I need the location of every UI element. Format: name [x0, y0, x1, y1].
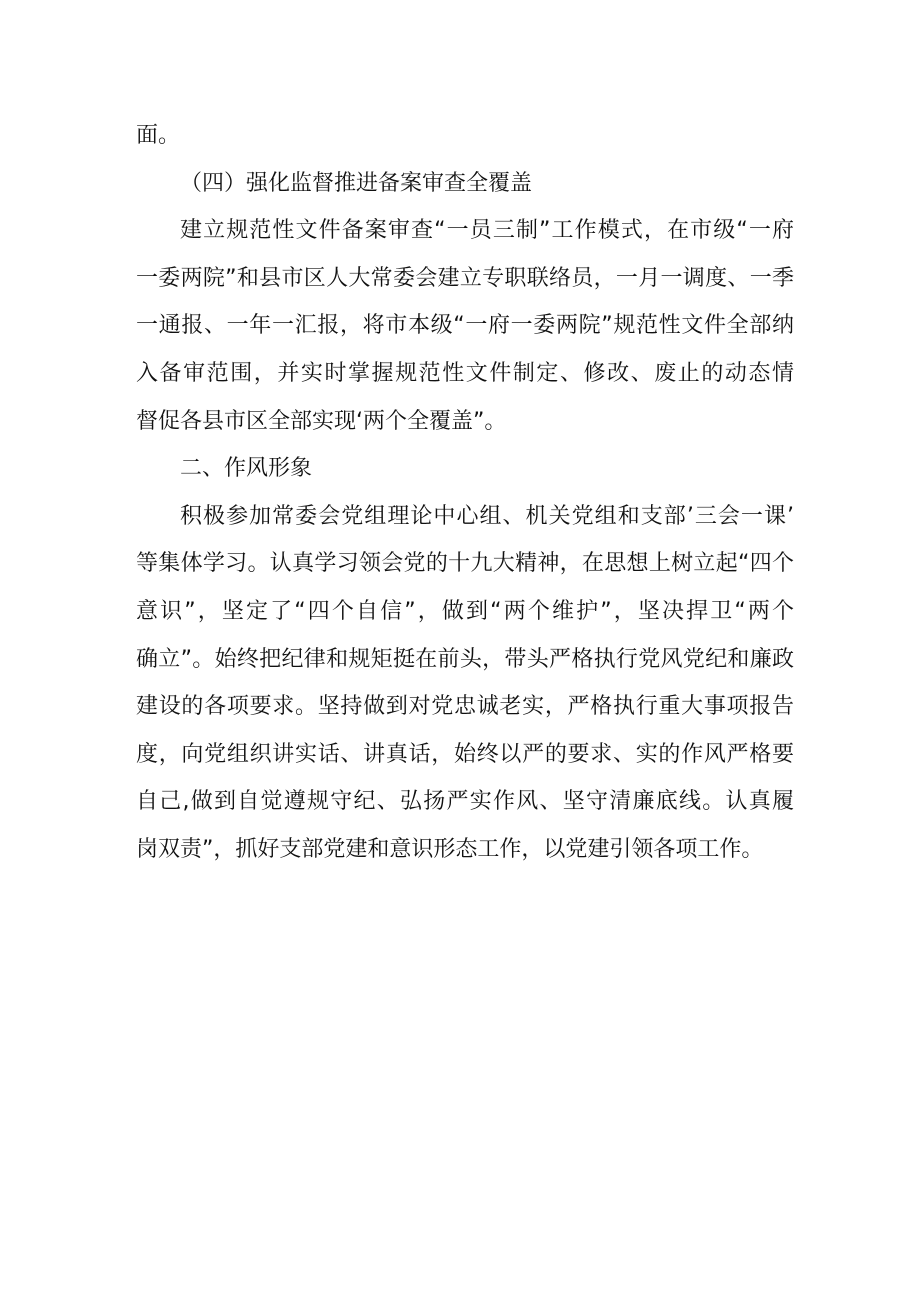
text-line: 积极参加常委会党组理论中心组、机关党组和支部’三会一课’ [180, 503, 794, 529]
text-line: 度，向党组织讲实话、讲真话，始终以严的要求、实的作风严格要 [136, 741, 794, 767]
text-line: 督促各县市区全部实现‘两个全覆盖”。 [136, 408, 507, 434]
text-line: 意识”，坚定了“四个自信”，做到“两个维护”，坚决捍卫“两个 [136, 598, 794, 624]
text-line: 等集体学习。认真学习领会党的十九大精神，在思想上树立起“四个 [136, 551, 794, 577]
text-line: （四）强化监督推进备案审查全覆盖 [180, 170, 533, 196]
text-line: 自己,做到自觉遵规守纪、弘扬严实作风、坚守清廉底线。认真履 [136, 789, 794, 815]
text-line: 岗双责”，抓好支部党建和意识形态工作，以党建引领各项工作。 [136, 836, 764, 862]
text-line: 入备审范围，并实时掌握规范性文件制定、修改、废止的动态情 [136, 360, 794, 386]
document-body [136, 112, 794, 874]
text-line: 确立”。始终把纪律和规矩挺在前头，带头严格执行党风党纪和廉政 [136, 646, 794, 672]
text-line: 一通报、一年一汇报，将市本级“一府一委两院”规范性文件全部纳 [136, 313, 794, 339]
text-line: 建立规范性文件备案审查“一员三制”工作模式，在市级“一府 [180, 218, 794, 244]
text-line: 建设的各项要求。坚持做到对党忠诚老实，严格执行重大事项报告 [136, 694, 794, 720]
text-line: 一委两院”和县市区人大常委会建立专职联络员，一月一调度、一季 [136, 265, 794, 291]
text-line: 二、作风形象 [180, 456, 313, 482]
text-line: 面。 [136, 123, 181, 148]
